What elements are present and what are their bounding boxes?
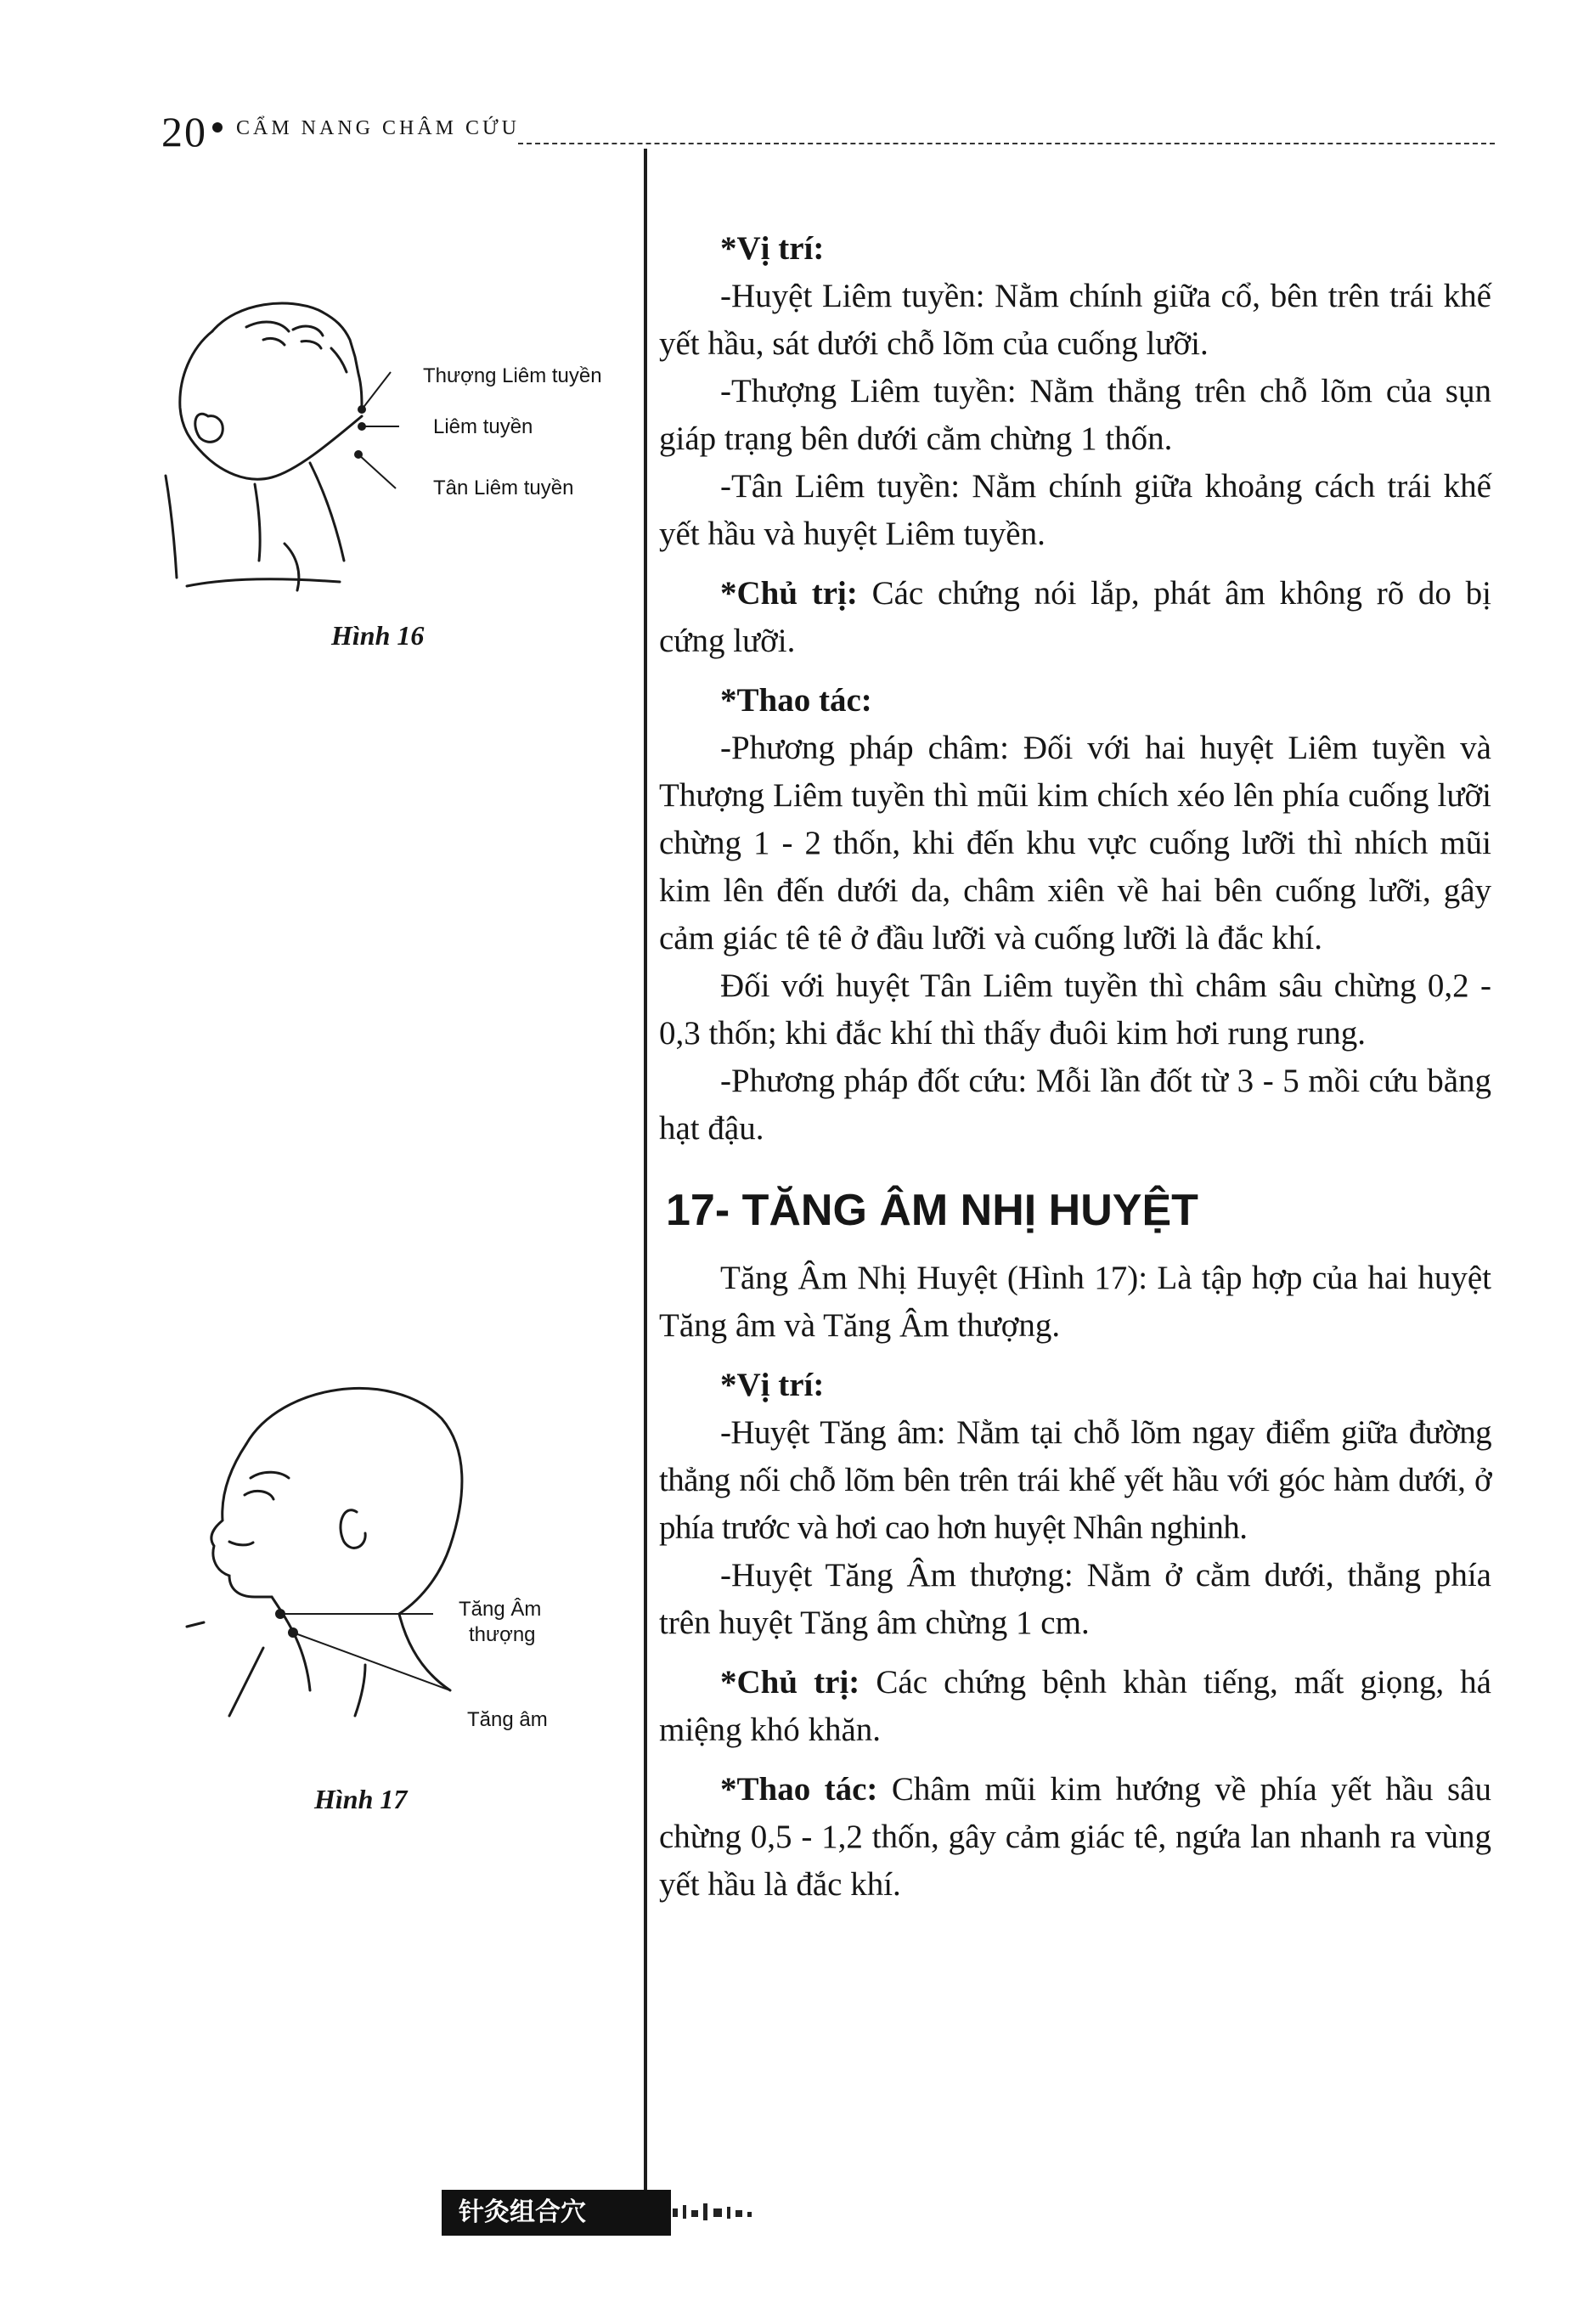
thaotac-text-17: Châm mũi kim hướng về phía yết hầu sâu chừng 0,5 - 1,2 thốn, gây cảm giác tê, ngứa lan nhanh ra vùng yết hầu là đắc khí. bbox=[659, 1771, 1491, 1903]
header-rule bbox=[518, 143, 1495, 144]
chutri-16 bbox=[659, 570, 1491, 665]
thaotac-cham: -Phương pháp châm: Đối với hai huyệt Liêm tuyền và Thượng Liêm tuyền thì mũi kim chích xéo lên phía cuống lưỡi chừng 1 - 2 thốn, khi đến khu vực cuống lưỡi thì nhích mũi kim lên đến dưới da, châm xiên về hai bên cuống lưỡi, gây cảm giác tê tê ở đầu lưỡi và cuống lưỡi là đắc khí. bbox=[659, 730, 1491, 956]
chutri-text-17: Các chứng bệnh khàn tiếng, mất giọng, há miệng khó khăn. bbox=[659, 1664, 1491, 1748]
page-number: 20 bbox=[161, 108, 207, 155]
section-17-heading: 17- TĂNG ÂM NHỊ HUYỆT bbox=[666, 1186, 1198, 1235]
figure-16-caption: Hình 16 bbox=[331, 620, 425, 651]
section-17-intro: Tăng Âm Nhị Huyệt (Hình 17): Là tập hợp của hai huyệt Tăng âm và Tăng Âm thượng. bbox=[659, 1260, 1491, 1344]
chutri-label-17: *Chủ trị: bbox=[720, 1664, 860, 1701]
label-thuong-liem-tuyen: Thượng Liêm tuyền bbox=[423, 364, 602, 387]
chutri-17 bbox=[659, 1659, 1491, 1754]
footer-texture bbox=[671, 2200, 756, 2225]
thaotac-label-17: *Thao tác: bbox=[720, 1771, 878, 1808]
figure-16 bbox=[161, 280, 637, 671]
figure-17 bbox=[170, 1368, 645, 1843]
label-leader-lines-17 bbox=[170, 1368, 645, 1775]
label-tan-liem-tuyen: Tân Liêm tuyền bbox=[433, 477, 574, 499]
book-title: CẨM NANG CHÂM CỨU bbox=[236, 117, 520, 139]
label-tang-am-lower: Tăng âm bbox=[467, 1708, 548, 1731]
vitri-tang-am-thuong: -Huyệt Tăng Âm thượng: Nằm ở cằm dưới, thẳng phía trên huyệt Tăng âm chừng 1 cm. bbox=[659, 1557, 1491, 1641]
thaotac-tan-liem: Đối với huyệt Tân Liêm tuyền thì châm sâu chừng 0,2 - 0,3 thốn; khi đắc khí thì thấy đuôi kim hơi rung rung. bbox=[659, 967, 1491, 1052]
column-divider bbox=[644, 149, 647, 2230]
label-tang-am: Tăng Âm bbox=[459, 1598, 542, 1621]
vitri-liem-tuyen: -Huyệt Liêm tuyền: Nằm chính giữa cổ, bên trên trái khế yết hầu, sát dưới chỗ lõm của cuống lưỡi. bbox=[659, 278, 1491, 362]
label-liem-tuyen: Liêm tuyền bbox=[433, 415, 533, 438]
running-header bbox=[161, 107, 1495, 158]
thaotac-dot-cuu: -Phương pháp đốt cứu: Mỗi lần đốt từ 3 - 5 mồi cứu bằng hạt đậu. bbox=[659, 1063, 1491, 1147]
vitri-tang-am: -Huyệt Tăng âm: Nằm tại chỗ lõm ngay điểm giữa đường thẳng nối chỗ lõm bên trên trái khế yết hầu với góc hàm dưới, ở phía trước và hơi cao hơn huyệt Nhân nghinh. bbox=[659, 1414, 1491, 1546]
chutri-label-16: *Chủ trị: bbox=[720, 575, 858, 612]
footer-band: 针灸组合穴 bbox=[442, 2190, 671, 2236]
vitri-label-16: *Vị trí: bbox=[720, 230, 825, 267]
thaotac-label-16: *Thao tác: bbox=[720, 682, 872, 719]
vitri-label-17: *Vị trí: bbox=[720, 1367, 825, 1403]
text-column bbox=[659, 225, 1491, 1909]
vitri-thuong-liem-tuyen: -Thượng Liêm tuyền: Nằm thẳng trên chỗ lõm của sụn giáp trạng bên dưới cằm chừng 1 thốn. bbox=[659, 373, 1491, 457]
figure-17-caption: Hình 17 bbox=[314, 1784, 408, 1814]
bullet-dot bbox=[212, 122, 223, 133]
thaotac-17 bbox=[659, 1766, 1491, 1909]
chutri-text-16: Các chứng nói lắp, phát âm không rõ do bị cứng lưỡi. bbox=[659, 575, 1491, 659]
label-thuong: thượng bbox=[469, 1623, 536, 1646]
vitri-tan-liem-tuyen: -Tân Liêm tuyền: Nằm chính giữa khoảng cách trái khế yết hầu và huyệt Liêm tuyền. bbox=[659, 468, 1491, 552]
